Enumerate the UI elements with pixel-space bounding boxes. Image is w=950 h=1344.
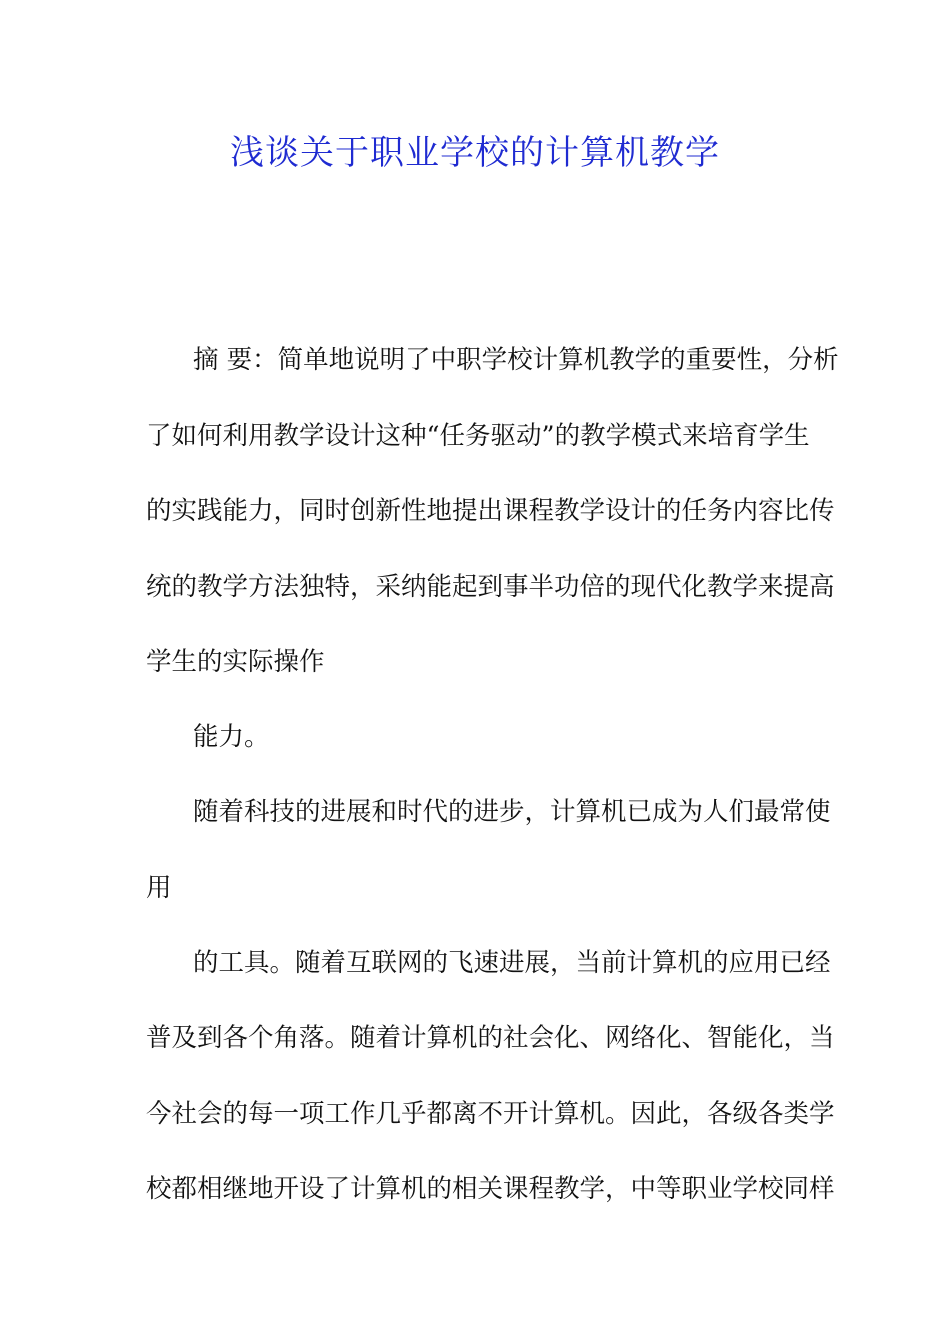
abstract-line-1 [193, 340, 839, 380]
body-paragraph-1-line-2: 用 [146, 873, 172, 903]
abstract-text: 简单地说明了中职学校计算机教学的重要性，分析 [277, 345, 839, 375]
abstract-line-5: 学生的实际操作 [146, 647, 325, 677]
abstract-label: 摘 要： [193, 345, 278, 375]
body-paragraph-2-line-4: 校都相继地开设了计算机的相关课程教学，中等职业学校同样 [146, 1174, 835, 1204]
abstract-line-4: 统的教学方法独特，采纳能起到事半功倍的现代化教学来提高 [146, 572, 835, 602]
body-paragraph-1-line-1: 随着科技的进展和时代的进步，计算机已成为人们最常使 [193, 797, 831, 827]
body-paragraph-2-line-3: 今社会的每一项工作几乎都离不开计算机。因此，各级各类学 [146, 1099, 835, 1129]
abstract-line-2: 了如何利用教学设计这种“任务驱动”的教学模式来培育学生 [146, 421, 810, 451]
document-title: 浅谈关于职业学校的计算机教学 [230, 133, 720, 173]
abstract-continuation: 能力。 [193, 722, 270, 752]
body-paragraph-2-line-1: 的工具。随着互联网的飞速进展，当前计算机的应用已经 [193, 948, 831, 978]
body-paragraph-2-line-2: 普及到各个角落。随着计算机的社会化、网络化、智能化，当 [146, 1023, 835, 1053]
abstract-line-3: 的实践能力，同时创新性地提出课程教学设计的任务内容比传 [146, 496, 835, 526]
